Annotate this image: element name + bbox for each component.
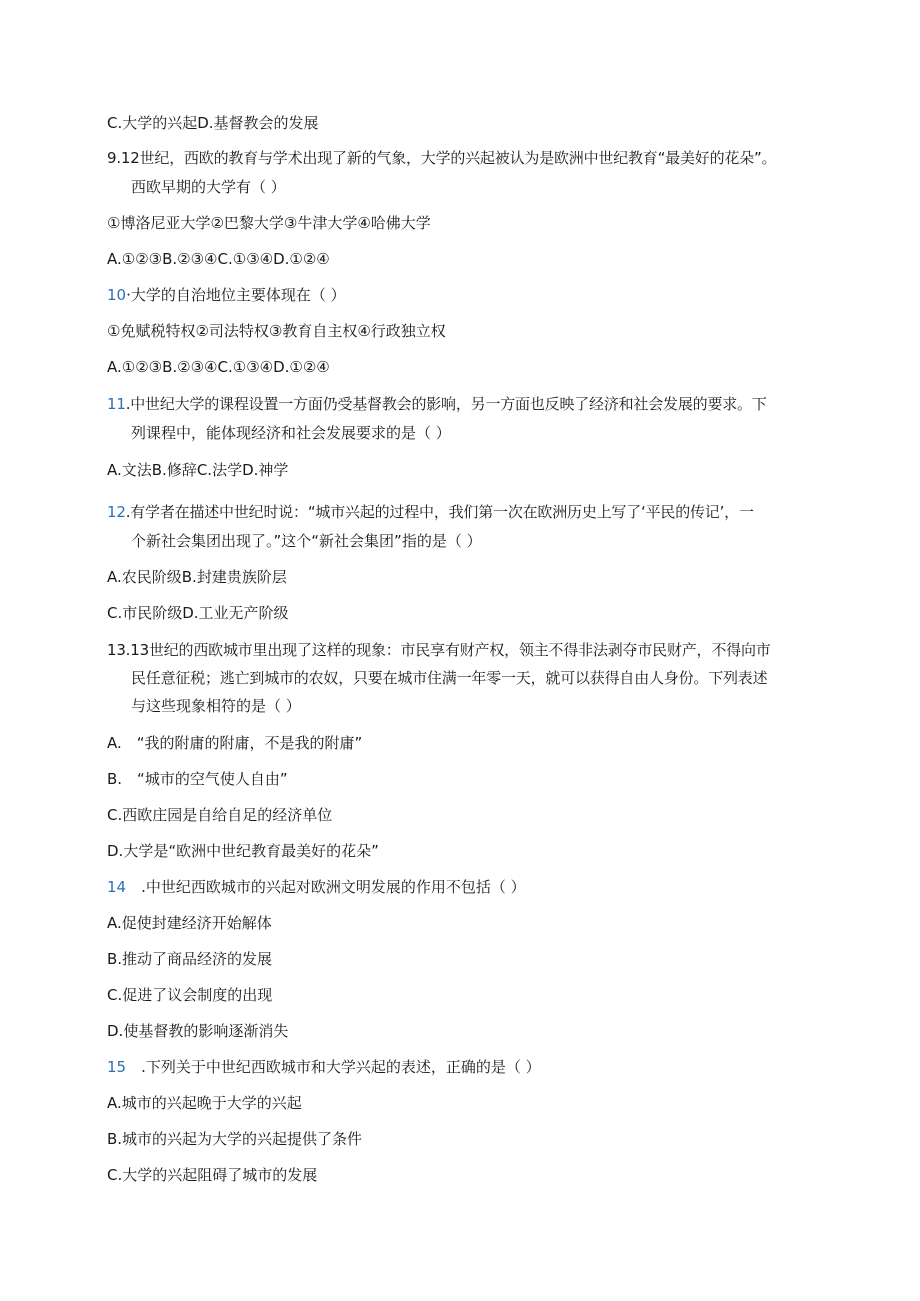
q9-items: ①博洛尼亚大学②巴黎大学③牛津大学④哈佛大学: [107, 214, 431, 232]
q11-stem-line2: 列课程中，能体现经济和社会发展要求的是（ ）: [131, 424, 451, 442]
q13-option-a: A. “我的附庸的附庸，不是我的附庸”: [107, 734, 363, 752]
q15-option-b: B.城市的兴起为大学的兴起提供了条件: [107, 1130, 363, 1148]
q12-stem-line1: [107, 502, 754, 522]
q10-options: A.①②③B.②③④C.①③④D.①②④: [107, 358, 330, 376]
q11-stem-line1: [107, 394, 767, 414]
q10-stem: [107, 285, 346, 305]
q9-options: A.①②③B.②③④C.①③④D.①②④: [107, 250, 330, 268]
q11-number: 11: [107, 395, 126, 413]
q14-option-d: D.使基督教的影响逐渐消失: [107, 1022, 289, 1040]
q14-stem: [107, 877, 526, 897]
q10-items: ①免赋税特权②司法特权③教育自主权④行政独立权: [107, 322, 446, 340]
q15-number: 15: [107, 1058, 127, 1076]
q8-options-cd: C.大学的兴起D.基督教会的发展: [107, 114, 319, 132]
q13-option-b: B. “城市的空气使人自由”: [107, 770, 288, 788]
q9-stem-line2: 西欧早期的大学有（ ）: [131, 178, 286, 196]
q14-option-a: A.促使封建经济开始解体: [107, 914, 272, 932]
q11-options: A.文法B.修辞C.法学D.神学: [107, 461, 289, 479]
q14-option-b: B.推动了商品经济的发展: [107, 950, 273, 968]
q11-text-line1: .中世纪大学的课程设置一方面仍受基督教会的影响，另一方面也反映了经济和社会发展的要求。下: [125, 395, 767, 413]
q15-stem: [107, 1057, 541, 1077]
q15-text: .下列关于中世纪西欧城市和大学兴起的表述，正确的是（ ）: [126, 1058, 541, 1076]
q10-number: 10: [107, 286, 127, 304]
q9-stem-line1: 9.12世纪，西欧的教育与学术出现了新的气象，大学的兴起被认为是欧洲中世纪教育“最美好的花朵”。: [107, 149, 777, 167]
q12-stem-line2: 个新社会集团出现了。”这个“新社会集团”指的是（ ）: [131, 532, 482, 550]
q13-option-c: C.西欧庄园是自给自足的经济单位: [107, 806, 333, 824]
q10-text: ·大学的自治地位主要体现在（ ）: [126, 286, 346, 304]
q12-option-cd: C.市民阶级D.工业无产阶级: [107, 604, 289, 622]
q15-option-c: C.大学的兴起阻碍了城市的发展: [107, 1166, 318, 1184]
q13-stem-line1: 13.13世纪的西欧城市里出现了这样的现象：市民享有财产权，领主不得非法剥夺市民财产，不得向市: [107, 641, 771, 659]
q12-number: 12: [107, 503, 126, 521]
q12-text-line1: .有学者在描述中世纪时说：“城市兴起的过程中，我们第一次在欧洲历史上写了‘平民的传记’，一: [125, 503, 754, 521]
q12-option-ab: A.农民阶级B.封建贵族阶层: [107, 568, 287, 586]
q13-stem-line2: 民任意征税；逃亡到城市的农奴，只要在城市住满一年零一天，就可以获得自由人身份。下列表述: [131, 669, 768, 687]
q14-option-c: C.促进了议会制度的出现: [107, 986, 273, 1004]
q13-stem-line3: 与这些现象相符的是（ ）: [131, 697, 301, 715]
q14-text: .中世纪西欧城市的兴起对欧洲文明发展的作用不包括（ ）: [126, 878, 526, 896]
q14-number: 14: [107, 878, 127, 896]
q13-option-d: D.大学是“欧洲中世纪教育最美好的花朵”: [107, 842, 379, 860]
q15-option-a: A.城市的兴起晚于大学的兴起: [107, 1094, 302, 1112]
